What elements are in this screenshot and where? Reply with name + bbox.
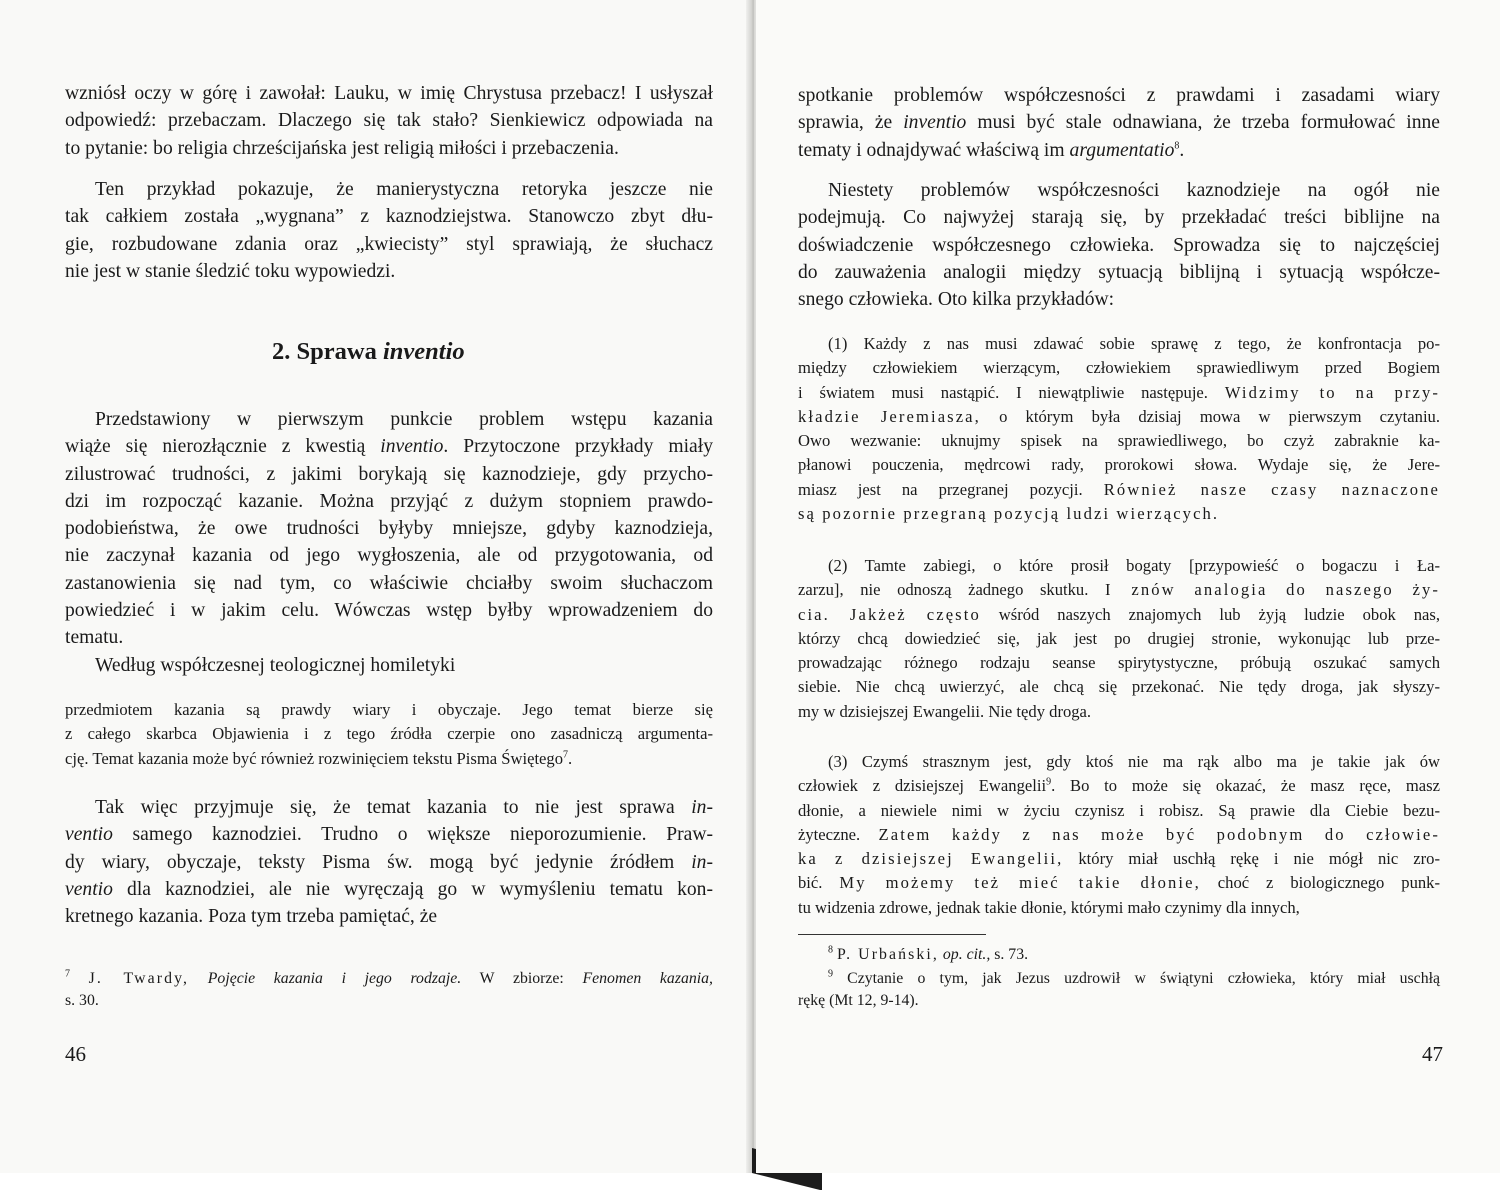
text-line: tematu. [65,627,124,649]
text-fragment: wśród naszych znajomych lub żyją ludzie obok nas, [998,604,1440,624]
text-fragment: Czytanie o tym, jak Jezus uzdrowił w świątyni człowieka, który miał uschłą [847,970,1440,987]
footnote-ref-abbrev: op. cit., [942,946,991,963]
text-fragment: tematy i odnajdywać właściwą im [798,139,1065,161]
text-line [798,578,1440,602]
footnote-9 [798,968,1440,1012]
example-2 [798,554,1440,724]
text-line [798,774,1440,798]
paragraph [65,794,713,930]
footnote-ref: 9 [1046,776,1052,788]
italic-term: inventio [903,112,967,134]
text-line: gie, rozbudowane zdania oraz „kwiecisty” styl sprawiają, że słuchacz [65,233,713,255]
text-fragment: W zbiorze: [479,970,564,987]
text-line: Ten przykład pokazuje, że manierystyczna retoryka jeszcze nie [95,179,713,200]
text-fragment: o którym była dzisiaj mowa w pierwszym czytaniu. [999,406,1441,426]
footnote-title: Pojęcie kazania i jego rodzaje. [207,970,462,987]
footnote-number: 9 [828,968,833,980]
footnote-author: J. Twardy, [88,970,190,987]
text-line: przedmiotem kazania są prawdy wiary i obyczaje. Jego temat bierze się [65,700,713,719]
text-line [798,823,1440,847]
italic-term: inventio [380,436,444,458]
text-fragment: . [1179,139,1185,161]
spaced-text: Widzimy to na przy- [1224,382,1440,402]
spaced-text: ka z dzisiejszej Ewangelii, [798,849,1064,869]
text-line [65,433,713,460]
example-1 [798,332,1440,526]
footnote-book: Fenomen kazania, [582,970,714,987]
text-fragment: żyteczne. [798,824,861,844]
italic-term: in- [691,851,713,873]
text-line: dzi im rozpocząć kazanie. Można przyjąć z dużym stopniem prawdo- [65,490,713,512]
text-fragment: Tak więc przyjmuje się, że temat kazania to nie jest sprawa [95,797,675,818]
text-line [798,109,1440,136]
text-line: z całego skarbca Objawienia i z tego źródła czerpie ono zasadniczą argumenta- [65,724,713,744]
text-line [798,847,1440,871]
text-fragment: wiąże się nierozłącznie z kwestią [65,436,366,458]
text-line: między człowiekiem wierzącym, człowiekiem sprawiedliwym przed Bogiem [798,358,1440,378]
spaced-text: cia. Jakżeż często [798,604,981,624]
text-line [798,405,1440,429]
text-line: to pytanie: bo religia chrześcijańska jest religią miłości i przebaczenia. [65,137,619,159]
text-line [65,821,713,848]
text-line [798,871,1440,895]
spaced-text: są pozornie przegraną pozycją ludzi wierzących. [798,504,1220,524]
example-3 [798,750,1440,920]
text-line [65,876,713,903]
text-line: zilustrować trudności, z jakimi borykają się kaznodzieje, gdy przycho- [65,463,713,485]
paragraph [65,652,713,679]
footnote-ref: 8 [1174,140,1180,152]
text-line [798,603,1440,627]
text-fragment: dy wiary, obyczaje, teksty Pisma św. mogą być jedynie źródłem [65,851,675,873]
text-line: s. 30. [65,992,99,1009]
text-fragment: cję. Temat kazania może być również rozwinięciem tekstu Pisma Świętego [65,748,564,768]
spaced-text: kładzie Jeremiasza, [798,406,981,426]
italic-term: ventio [65,878,113,900]
text-line: powiedzieć i w jakim celu. Wówczas wstęp byłby wprowadzeniem do [65,600,713,622]
text-line: do zauważenia analogii między sytuacją biblijną i sytuacją współcze- [798,261,1440,283]
text-line: wzniósł oczy w górę i zawołał: Lauku, w imię Chrystusa przebacz! I usłyszał [65,83,713,104]
text-fragment: choć z biologicznego punk- [1217,873,1440,893]
paragraph [798,177,1440,313]
text-line [65,968,713,990]
text-line [798,478,1440,502]
text-line: (1) Każdy z nas musi zdawać sobie sprawę z tego, że konfrontacja po- [828,334,1440,353]
text-line: podejmują. Co najwyżej starają się, by przekładać treści biblijne na [798,207,1440,229]
text-line: siebie. Nie chcą uwierzyć, ale chcą się przekonać. Nie tędy droga, jak słyszy- [798,677,1440,697]
text-line: my w dzisiejszej Ewangelii. Nie tędy droga. [798,701,1092,721]
text-line: Niestety problemów współczesności kaznodzieje na ogół nie [828,180,1440,201]
text-line [798,137,1440,164]
text-line: odpowiedź: przebaczam. Dlaczego się tak stało? Sienkiewicz odpowiada na [65,110,713,132]
paragraph [65,406,713,652]
italic-term: argumentatio [1069,139,1175,161]
italic-term: in- [691,797,713,818]
text-fragment: człowiek z dzisiejszej Ewangelii [798,776,1047,796]
text-line: którzy chcą dowiedzieć się, jak jest po drugiej stronie, wykonując lub prze- [798,628,1440,648]
text-line: spotkanie problemów współczesności z prawdami i zasadami wiary [798,85,1440,106]
text-fragment: miasz jest na przegranej pozycji. [798,479,1083,499]
paragraph-continued [65,80,713,162]
text-line [798,381,1440,405]
spaced-text: I znów analogia do naszego ży- [1105,580,1440,600]
text-line: kretnego kazania. Poza tym trzeba pamiętać, że [65,906,438,928]
text-fragment: s. 73. [994,946,1029,963]
text-line [798,968,1440,990]
text-line: snego człowieka. Oto kilka przykładów: [798,289,1115,311]
italic-term: ventio [65,824,113,846]
text-line: tak całkiem została „wygnana” z kaznodziejstwa. Stanowczo zbyt dłu- [65,206,713,228]
text-fragment: samego kaznodziei. Trudno o większe nieporozumienie. Praw- [132,824,714,846]
text-fragment: i światem musi nastąpić. I niewątpliwie następuje. [798,382,1208,402]
text-line: dłonie, a niewiele nimi w życiu czynisz i robisz. Są prawie dla Ciebie bezu- [798,800,1440,820]
text-line: rękę (Mt 12, 9-14). [798,992,919,1009]
text-fragment: bić. [798,873,823,893]
text-line: Owo wezwanie: uknujmy spisek na sprawiedliwego, bo czyż zabraknie ka- [798,431,1440,451]
text-line [798,502,1440,526]
text-fragment: . Przytoczone przykłady miały [443,436,713,458]
text-line [65,747,713,771]
footnote-author: P. Urbański, [836,946,939,963]
text-line [798,944,1440,966]
text-line: doświadczenie współczesnego człowieka. Sprowadza się to najczęściej [798,234,1440,256]
left-page [0,0,752,1173]
text-line: (3) Czymś strasznym jest, gdy ktoś nie ma rąk albo ma je takie jak ów [828,752,1440,771]
text-line: (2) Tamte zabiegi, o które prosił bogaty [przypowieść o bogaczu i Ła- [828,556,1440,575]
spaced-text: Również nasze czasy naznaczone [1103,479,1440,499]
text-fragment: musi być stale odnawiana, że trzeba formułować inne [977,112,1441,134]
footnote-number: 8 [828,944,833,956]
section-heading [272,338,465,366]
text-line [65,849,713,876]
text-line: nie jest w stanie śledzić toku wypowiedzi. [65,260,396,282]
text-line: podobieństwa, że owe trudności byłyby mniejsze, gdyby kaznodzieja, [65,518,713,540]
page-number: 46 [65,1042,86,1066]
footnote-separator [798,934,986,935]
heading-number: 2. Sprawa [272,338,377,365]
text-fragment: sprawia, że [798,112,893,134]
text-line: Według współczesnej teologicznej homiletyki [95,655,456,676]
text-line: tu widzenia zdrowe, jednak takie dłonie, którymi mało czynimy dla innych, [798,897,1300,917]
footnote-7 [65,968,713,1012]
page-number: 47 [1422,1042,1443,1066]
block-quote [65,698,713,771]
text-line: płanowi pouczenia, mędrcowi rady, prorokowi słowa. Wydaje się, że Jere- [798,455,1440,475]
text-fragment: który miał uschłą rękę i nie mógł nic zro- [1078,849,1440,869]
text-line: prowadzając różnego rodzaju seanse spirytystyczne, próbują oszukać samych [798,653,1440,673]
heading-italic: inventio [382,338,465,365]
paragraph [65,176,713,285]
right-page [756,0,1500,1173]
spaced-text: My możemy też mieć takie dłonie, [839,873,1201,893]
text-line: nie zaczynał kazania od jego wygłoszenia, ale od przygotowania, od [65,545,713,567]
text-line: zastanowienia się nad tym, co właściwie chciałby swoim słuchaczom [65,572,713,594]
spaced-text: Zatem każdy z nas może być podobnym do człowie- [878,824,1440,844]
text-fragment: zarzu], nie odnoszą żadnego skutku. [798,580,1089,600]
text-fragment: . [568,748,573,768]
text-line: Przedstawiony w pierwszym punkcie problem wstępu kazania [95,409,713,430]
paragraph-continued [798,82,1440,164]
text-fragment: . Bo to może się okazać, że masz ręce, masz [1051,776,1440,796]
text-fragment: dla kaznodziei, ale nie wyręczają go w wymyśleniu tematu kon- [127,878,713,900]
footnote-ref: 7 [563,749,569,761]
footnote-8 [798,944,1440,966]
footnote-number: 7 [65,968,70,980]
text-line [65,794,713,821]
